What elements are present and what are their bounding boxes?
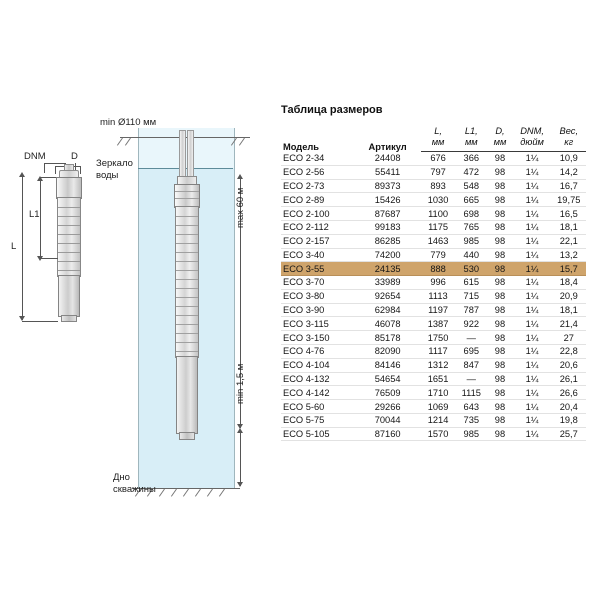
cell-l: 888: [421, 262, 455, 276]
installed-pump-motor: [176, 356, 198, 434]
riser-pipe-right: [187, 130, 194, 180]
cell-l: 893: [421, 179, 455, 193]
cell-d: 98: [487, 289, 512, 303]
cell-l: 1710: [421, 386, 455, 400]
table-row[interactable]: [281, 413, 586, 427]
cell-d: 98: [487, 234, 512, 248]
cell-article: 33989: [354, 276, 421, 290]
cell-article: 54654: [354, 372, 421, 386]
col-unit-dnm: дюйм: [513, 136, 552, 152]
cell-weight: 26,6: [552, 386, 586, 400]
cell-dnm: 1¼: [513, 152, 552, 166]
cell-article: 24408: [354, 152, 421, 166]
cell-d: 98: [487, 152, 512, 166]
pump-foot: [61, 315, 77, 322]
col-unit-d: мм: [487, 136, 512, 152]
cell-model: ECO 4-104: [281, 358, 354, 372]
cell-d: 98: [487, 303, 512, 317]
installed-pump-stages: [175, 206, 199, 358]
cell-article: 29266: [354, 400, 421, 414]
l1-dim-line: [40, 180, 41, 256]
cell-d: 98: [487, 331, 512, 345]
cell-model: ECO 3-55: [281, 262, 354, 276]
well-bottom-label: Дно скважины: [113, 472, 156, 495]
table-head: [281, 125, 586, 152]
l-tick-bottom: [22, 321, 58, 322]
cell-model: ECO 4-76: [281, 345, 354, 359]
cell-weight: 20,6: [552, 358, 586, 372]
cell-article: 84146: [354, 358, 421, 372]
col-header-l1: L1,: [464, 126, 478, 136]
cell-dnm: 1¼: [513, 220, 552, 234]
cell-article: 92654: [354, 289, 421, 303]
table-row[interactable]: [281, 427, 586, 441]
table-header-row-top: [281, 125, 586, 136]
cell-article: 99183: [354, 220, 421, 234]
cell-model: ECO 2-89: [281, 193, 354, 207]
cell-d: 98: [487, 248, 512, 262]
cell-model: ECO 3-150: [281, 331, 354, 345]
l-dim-label: L: [11, 241, 17, 252]
cell-article: 89373: [354, 179, 421, 193]
table-row[interactable]: [281, 386, 586, 400]
table-row[interactable]: [281, 372, 586, 386]
cell-d: 98: [487, 179, 512, 193]
cell-l: 797: [421, 165, 455, 179]
cell-article: 87687: [354, 207, 421, 221]
cell-weight: 22,8: [552, 345, 586, 359]
cell-dnm: 1¼: [513, 400, 552, 414]
cell-l1: 1115: [455, 386, 487, 400]
cell-weight: 13,2: [552, 248, 586, 262]
cell-model: ECO 3-80: [281, 289, 354, 303]
cell-weight: 27: [552, 331, 586, 345]
min-bottom-arrow-bottom: [237, 482, 243, 487]
cell-dnm: 1¼: [513, 289, 552, 303]
cell-dnm: 1¼: [513, 317, 552, 331]
cell-weight: 16,7: [552, 179, 586, 193]
min-bottom-arrow-top: [237, 428, 243, 433]
cell-d: 98: [487, 165, 512, 179]
cell-l: 676: [421, 152, 455, 166]
col-unit-l1: мм: [455, 136, 487, 152]
cell-l1: —: [455, 331, 487, 345]
pump-stage-body: [57, 197, 81, 277]
cell-weight: 25,7: [552, 427, 586, 441]
cell-l1: 765: [455, 220, 487, 234]
cell-l1: 530: [455, 262, 487, 276]
cell-article: 82090: [354, 345, 421, 359]
cell-model: ECO 3-115: [281, 317, 354, 331]
cell-d: 98: [487, 386, 512, 400]
cell-model: ECO 2-34: [281, 152, 354, 166]
table-row[interactable]: [281, 303, 586, 317]
pump-installation-diagram: [0, 0, 270, 540]
cell-article: 85178: [354, 331, 421, 345]
cell-dnm: 1¼: [513, 248, 552, 262]
cell-dnm: 1¼: [513, 234, 552, 248]
cell-d: 98: [487, 193, 512, 207]
cell-l1: 548: [455, 179, 487, 193]
cell-d: 98: [487, 427, 512, 441]
cell-l1: 615: [455, 276, 487, 290]
table-row[interactable]: [281, 248, 586, 262]
cell-weight: 10,9: [552, 152, 586, 166]
pump-motor: [58, 275, 80, 317]
table-row[interactable]: [281, 165, 586, 179]
cell-l: 1387: [421, 317, 455, 331]
cell-l1: 698: [455, 207, 487, 221]
col-header-l: L,: [434, 126, 442, 136]
riser-pipe-left: [179, 130, 186, 180]
cell-dnm: 1¼: [513, 193, 552, 207]
min-bottom-label: min 1,5 м: [235, 363, 246, 404]
cell-l: 1030: [421, 193, 455, 207]
cell-weight: 19,75: [552, 193, 586, 207]
installed-pump-drawing: [172, 130, 200, 460]
l-arrow-top: [19, 172, 25, 177]
col-header-d: D,: [495, 126, 505, 136]
cell-l: 1214: [421, 413, 455, 427]
cell-d: 98: [487, 345, 512, 359]
min-diameter-label: min Ø110 мм: [100, 117, 157, 128]
cell-l1: 665: [455, 193, 487, 207]
l-dim-line: [22, 176, 23, 320]
cell-model: ECO 4-132: [281, 372, 354, 386]
cell-l: 1651: [421, 372, 455, 386]
cell-dnm: 1¼: [513, 262, 552, 276]
cell-model: ECO 2-157: [281, 234, 354, 248]
cell-l1: 922: [455, 317, 487, 331]
cell-dnm: 1¼: [513, 386, 552, 400]
table-row[interactable]: [281, 262, 586, 276]
col-header-model: Модель: [283, 141, 319, 152]
cell-model: ECO 4-142: [281, 386, 354, 400]
table-row[interactable]: [281, 179, 586, 193]
cell-weight: 20,4: [552, 400, 586, 414]
cell-l: 1113: [421, 289, 455, 303]
cell-model: ECO 5-60: [281, 400, 354, 414]
cell-weight: 15,7: [552, 262, 586, 276]
cell-l1: 643: [455, 400, 487, 414]
table-row[interactable]: [281, 400, 586, 414]
small-pump-drawing: [55, 170, 81, 320]
cell-model: ECO 2-56: [281, 165, 354, 179]
cell-weight: 16,5: [552, 207, 586, 221]
cell-article: 62984: [354, 303, 421, 317]
l1-tick-bottom: [40, 258, 58, 259]
col-header-article: Артикул: [368, 141, 407, 152]
max-depth-arrow-top: [237, 174, 243, 179]
cell-article: 70044: [354, 413, 421, 427]
cell-d: 98: [487, 358, 512, 372]
cell-weight: 20,9: [552, 289, 586, 303]
cell-article: 87160: [354, 427, 421, 441]
l1-dim-label: L1: [29, 209, 40, 220]
col-header-weight: Вес,: [559, 126, 579, 136]
cell-l1: 366: [455, 152, 487, 166]
cell-d: 98: [487, 317, 512, 331]
cell-model: ECO 2-100: [281, 207, 354, 221]
d-label: D: [71, 151, 78, 162]
dimensions-table-section: [281, 104, 591, 441]
cell-model: ECO 3-40: [281, 248, 354, 262]
cell-article: 74200: [354, 248, 421, 262]
cell-l: 1117: [421, 345, 455, 359]
cell-l1: 440: [455, 248, 487, 262]
cell-weight: 18,4: [552, 276, 586, 290]
col-unit-weight: кг: [552, 136, 586, 152]
cell-l: 779: [421, 248, 455, 262]
cell-l1: 735: [455, 413, 487, 427]
cell-l: 1100: [421, 207, 455, 221]
table-row[interactable]: [281, 207, 586, 221]
cell-l: 1570: [421, 427, 455, 441]
cell-weight: 22,1: [552, 234, 586, 248]
dnm-leader: [44, 163, 45, 173]
installed-pump-head: [174, 184, 200, 208]
cell-weight: 19,8: [552, 413, 586, 427]
cell-d: 98: [487, 276, 512, 290]
table-row[interactable]: [281, 345, 586, 359]
cell-d: 98: [487, 207, 512, 221]
cell-weight: 18,1: [552, 220, 586, 234]
cell-article: 76509: [354, 386, 421, 400]
cell-model: ECO 2-73: [281, 179, 354, 193]
cell-model: ECO 2-112: [281, 220, 354, 234]
table-row[interactable]: [281, 220, 586, 234]
table-row[interactable]: [281, 289, 586, 303]
cell-l1: 715: [455, 289, 487, 303]
cell-model: ECO 3-90: [281, 303, 354, 317]
min-bottom-dim-line: [240, 432, 241, 486]
cell-d: 98: [487, 413, 512, 427]
l1-tick-top: [40, 177, 56, 178]
cell-article: 15426: [354, 193, 421, 207]
table-title: Таблица размеров: [281, 104, 383, 116]
cell-dnm: 1¼: [513, 358, 552, 372]
cell-l1: 847: [455, 358, 487, 372]
cell-dnm: 1¼: [513, 179, 552, 193]
table-row[interactable]: [281, 358, 586, 372]
dnm-label: DNM: [24, 151, 46, 162]
cell-l: 1312: [421, 358, 455, 372]
pump-head: [56, 177, 82, 199]
cell-model: ECO 5-105: [281, 427, 354, 441]
cell-l: 1197: [421, 303, 455, 317]
dnm-leader-h: [44, 163, 66, 164]
cell-l1: 695: [455, 345, 487, 359]
cell-dnm: 1¼: [513, 207, 552, 221]
cell-weight: 21,4: [552, 317, 586, 331]
cell-l: 1069: [421, 400, 455, 414]
cell-article: 86285: [354, 234, 421, 248]
installed-pump-foot: [179, 432, 195, 440]
cell-weight: 14,2: [552, 165, 586, 179]
cell-l: 1750: [421, 331, 455, 345]
cell-d: 98: [487, 372, 512, 386]
cell-l: 996: [421, 276, 455, 290]
water-mirror-label: Зеркало воды: [96, 158, 133, 181]
cell-l1: 787: [455, 303, 487, 317]
cell-l1: 985: [455, 234, 487, 248]
table-row[interactable]: [281, 276, 586, 290]
table-row[interactable]: [281, 193, 586, 207]
cell-article: 46078: [354, 317, 421, 331]
cell-dnm: 1¼: [513, 372, 552, 386]
cell-l: 1463: [421, 234, 455, 248]
cell-l: 1175: [421, 220, 455, 234]
table-row[interactable]: [281, 234, 586, 248]
cell-dnm: 1¼: [513, 345, 552, 359]
cell-article: 55411: [354, 165, 421, 179]
col-unit-l: мм: [421, 136, 455, 152]
max-depth-label: max 60 м: [235, 187, 246, 228]
cell-model: ECO 5-75: [281, 413, 354, 427]
cell-d: 98: [487, 262, 512, 276]
cell-l1: 472: [455, 165, 487, 179]
cell-weight: 26,1: [552, 372, 586, 386]
table-body: [281, 152, 586, 441]
cell-dnm: 1¼: [513, 331, 552, 345]
table-row[interactable]: [281, 152, 586, 166]
cell-d: 98: [487, 400, 512, 414]
cell-weight: 18,1: [552, 303, 586, 317]
dimensions-table: [281, 125, 586, 441]
cell-dnm: 1¼: [513, 413, 552, 427]
cell-article: 24135: [354, 262, 421, 276]
cell-model: ECO 3-70: [281, 276, 354, 290]
cell-l1: 985: [455, 427, 487, 441]
col-header-dnm: DNM,: [520, 126, 544, 136]
cell-dnm: 1¼: [513, 303, 552, 317]
cell-d: 98: [487, 220, 512, 234]
cell-dnm: 1¼: [513, 165, 552, 179]
cell-l1: —: [455, 372, 487, 386]
table-row[interactable]: [281, 331, 586, 345]
table-row[interactable]: [281, 317, 586, 331]
cell-dnm: 1¼: [513, 427, 552, 441]
cell-dnm: 1¼: [513, 276, 552, 290]
